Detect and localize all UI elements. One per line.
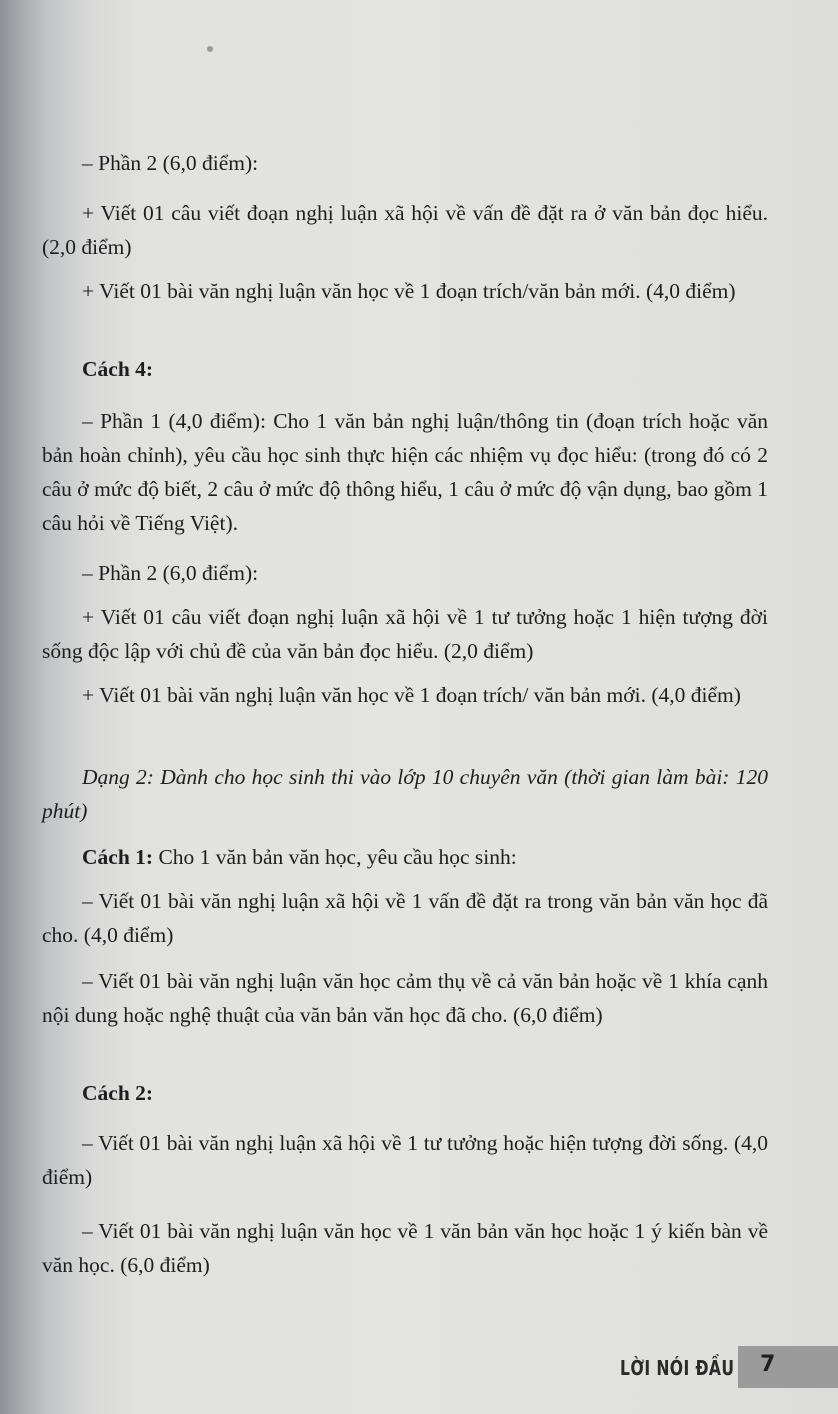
paragraph: – Viết 01 bài văn nghị luận văn học về 1 văn bản văn học hoặc 1 ý kiến bàn về văn học. (6,0 điểm) (42, 1219, 768, 1277)
paragraph: – Viết 01 bài văn nghị luận văn học cảm thụ về cả văn bản hoặc về 1 khía cạnh nội dung hoặc nghệ thuật của văn bản văn học đã cho. (6,0 điểm) (42, 969, 768, 1027)
footer-title: LỜI NÓI ĐẦU (620, 1356, 735, 1380)
paragraph (42, 840, 768, 874)
section-label: Cách 1: (82, 845, 154, 869)
paragraph: – Viết 01 bài văn nghị luận xã hội về 1 vấn đề đặt ra trong văn bản văn học đã cho. (4,0 điểm) (42, 889, 768, 947)
paragraph: – Phần 1 (4,0 điểm): Cho 1 văn bản nghị luận/thông tin (đoạn trích hoặc văn bản hoàn chỉnh), yêu cầu học sinh thực hiện các nhiệm vụ đọc hiểu: (trong đó có 2 câu ở mức độ biết, 2 câu ở mức độ thông hiểu, 1 câu ở mức độ vận dụng, bao gồm 1 câu hỏi về Tiếng Việt). (42, 409, 768, 535)
section-heading: Cách 4: (82, 357, 154, 381)
section-label-text: Cho 1 văn bản văn học, yêu cầu học sinh: (153, 845, 517, 869)
paragraph: + Viết 01 câu viết đoạn nghị luận xã hội về 1 tư tưởng hoặc 1 hiện tượng đời sống độc lập với chủ đề của văn bản đọc hiểu. (2,0 điểm) (42, 605, 768, 663)
paragraph: + Viết 01 bài văn nghị luận văn học về 1 đoạn trích/ văn bản mới. (4,0 điểm) (82, 683, 741, 707)
paragraph: + Viết 01 bài văn nghị luận văn học về 1 đoạn trích/văn bản mới. (4,0 điểm) (82, 279, 736, 303)
paragraph: + Viết 01 câu viết đoạn nghị luận xã hội về vấn đề đặt ra ở văn bản đọc hiểu. (2,0 điểm) (42, 201, 768, 259)
page-number-box (738, 1346, 838, 1388)
paragraph: – Phần 2 (6,0 điểm): (82, 151, 259, 175)
print-mark (207, 46, 213, 52)
page-number: 7 (760, 1352, 776, 1377)
section-heading: Cách 2: (82, 1081, 154, 1105)
paragraph: – Phần 2 (6,0 điểm): (82, 561, 259, 585)
paragraph: – Viết 01 bài văn nghị luận xã hội về 1 tư tưởng hoặc hiện tượng đời sống. (4,0 điểm) (42, 1131, 768, 1189)
paragraph-italic: Dạng 2: Dành cho học sinh thi vào lớp 10 chuyên văn (thời gian làm bài: 120 phút) (42, 765, 768, 823)
